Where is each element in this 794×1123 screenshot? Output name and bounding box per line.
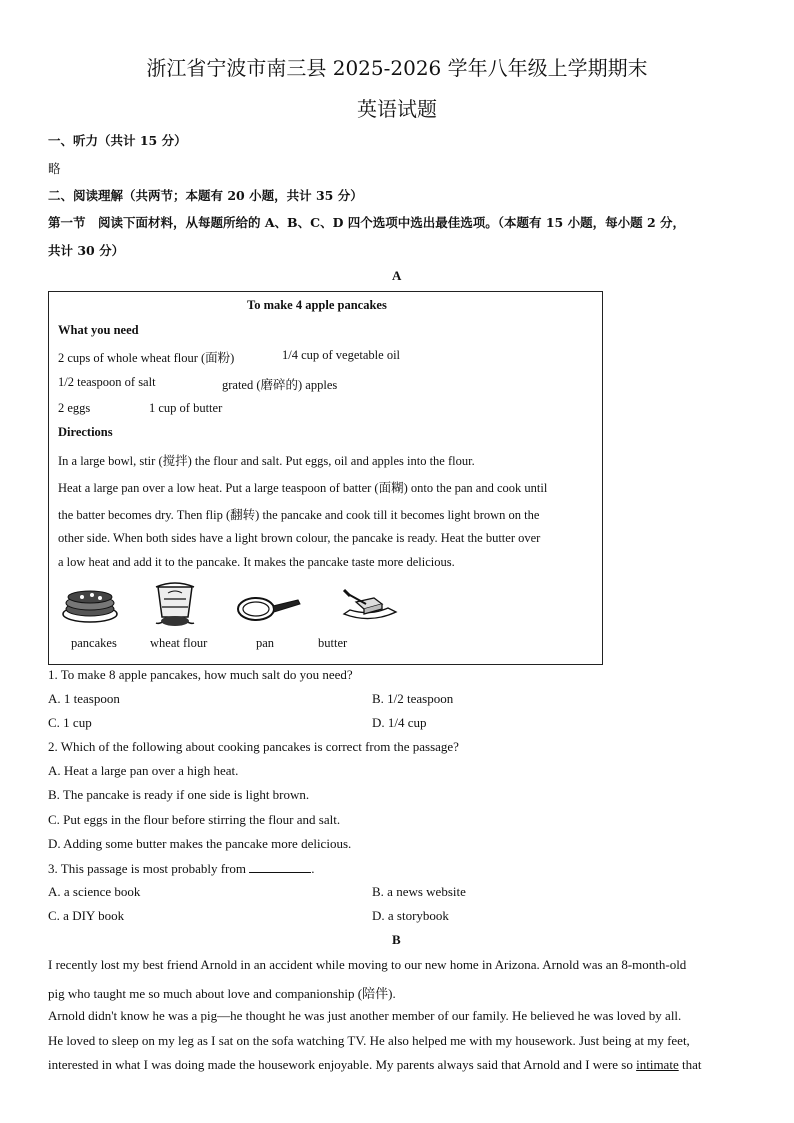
question-2-stem: 2. Which of the following about cooking pancakes is correct from the passage? [48,739,459,754]
recipe-title: To make 4 apple pancakes [247,298,387,312]
question-3-option-d: D. a storybook [372,908,449,923]
directions-heading: Directions [58,425,113,439]
passage-b-line: pig who taught me so much about love and companionship (陪伴). [48,986,396,1001]
passage-a-label: A [392,268,402,283]
ingredient-apples: grated (磨碎的) apples [222,378,338,392]
ingredient-salt: 1/2 teaspoon of salt [58,375,156,389]
directions-line: Heat a large pan over a low heat. Put a large teaspoon of batter (面糊) onto the pan and cook until [58,481,548,495]
question-2-option-b: B. The pancake is ready if one side is light brown. [48,787,310,802]
wheat-flour-icon [150,577,200,629]
ingredient-eggs: 2 eggs [58,401,91,415]
passage-b-text: interested in what I was doing made the housework enjoyable. My parents always said that Arnold and I were so [48,1057,633,1072]
passage-b-line: He loved to sleep on my leg as I sat on the sofa watching TV. He also helped me with my housework. Just being at my feet, [48,1033,690,1048]
directions-line: In a large bowl, stir (搅拌) the flour and salt. Put eggs, oil and apples into the flour. [58,454,475,468]
section1-content: 略 [48,161,61,176]
passage-b-text: that [681,1057,702,1072]
section1-heading: 一、听力（共计 15 分） [48,133,187,148]
question-2-option-c: C. Put eggs in the flour before stirring the flour and salt. [48,812,341,827]
question-1-stem: 1. To make 8 apple pancakes, how much salt do you need? [48,667,353,682]
section2-heading: 二、阅读理解（共两节；本题有 20 小题，共计 35 分） [48,188,363,203]
question-2-option-a: A. Heat a large pan over a high heat. [48,763,239,778]
question-3-option-c: C. a DIY book [48,908,125,923]
question-1-option-d: D. 1/4 cup [372,715,427,730]
question-3-option-a: A. a science book [48,884,141,899]
underlined-word-intimate: intimate [636,1057,679,1072]
question-1-option-b: B. 1/2 teaspoon [372,691,454,706]
directions-line: a low heat and add it to the pancake. It makes the pancake taste more delicious. [58,555,455,569]
question-3 [48,860,315,877]
passage-b-line [48,1057,701,1073]
question-3-option-b: B. a news website [372,884,466,899]
passage-b-line: Arnold didn't know he was a pig—he thought he was just another member of our family. He believed he was loved by all. [48,1008,682,1023]
picture-label-wheat-flour: wheat flour [150,636,208,650]
pancakes-icon [60,582,120,628]
passage-b-label: B [392,932,401,947]
recipe-box [48,291,603,665]
picture-label-pancakes: pancakes [71,636,117,650]
question-3-stem: 3. This passage is most probably from [48,861,246,876]
page-title: 浙江省宁波市南三县 2025-2026 学年八年级上学期期末 [146,56,648,80]
ingredient-flour: 2 cups of whole wheat flour (面粉) [58,351,235,365]
section2-part1-instructions-cont: 共计 30 分） [48,243,125,258]
butter-icon [340,586,400,626]
question-3-period: . [311,861,315,876]
directions-line: other side. When both sides have a light brown colour, the pancake is ready. Heat the butter over [58,531,541,545]
ingredient-oil: 1/4 cup of vegetable oil [282,348,401,362]
picture-label-pan: pan [256,636,275,650]
passage-b-line: I recently lost my best friend Arnold in an accident while moving to our new home in Arizona. Arnold was an 8-month-old [48,957,687,972]
question-1-option-c: C. 1 cup [48,715,92,730]
answer-blank [249,860,311,873]
ingredients-heading: What you need [58,323,139,337]
section2-part1-instructions: 第一节 阅读下面材料，从每题所给的 A、B、C、D 四个选项中选出最佳选项。（本题有 15 小题，每小题 2 分， [48,215,686,230]
picture-label-butter: butter [318,636,348,650]
question-2-option-d: D. Adding some butter makes the pancake more delicious. [48,836,352,851]
page-subtitle: 英语试题 [357,97,437,121]
question-1-option-a: A. 1 teaspoon [48,691,120,706]
ingredient-butter: 1 cup of butter [149,401,223,415]
pan-icon [236,592,302,626]
directions-line: the batter becomes dry. Then flip (翻转) the pancake and cook till it becomes light brown on the [58,508,540,522]
